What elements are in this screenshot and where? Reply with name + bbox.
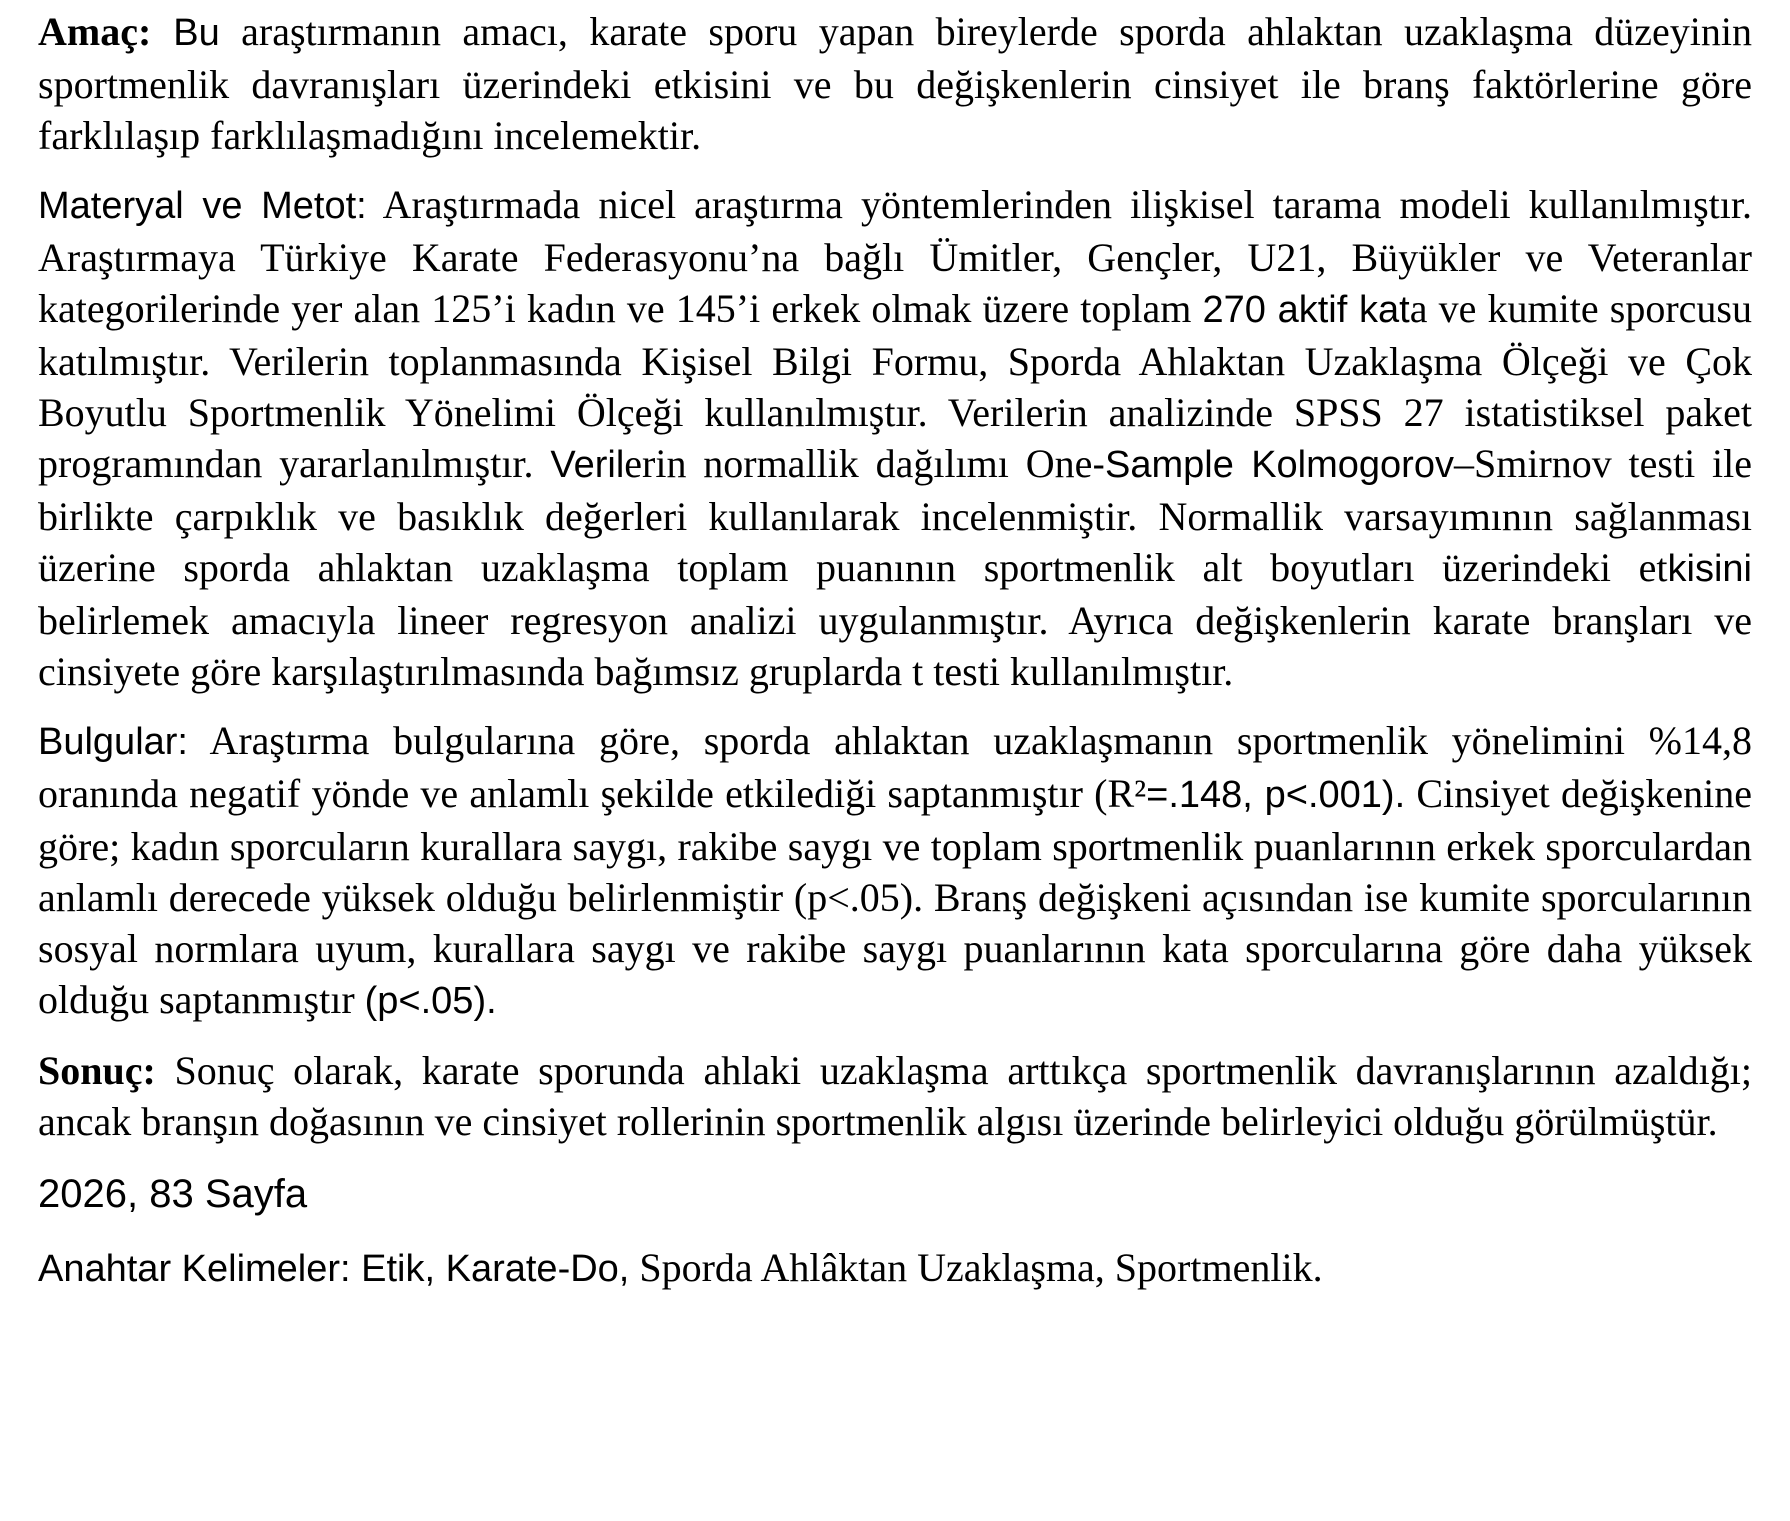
method-sans-3: -Sample Kolmogorov <box>1092 444 1454 486</box>
method-sans-2: Veril <box>550 444 625 486</box>
purpose-text: araştırmanın amacı, karate sporu yapan bireylerde sporda ahlaktan uzaklaşma düzeyinin sportmenlik davranışları üzerindeki etkisini ve bu değişkenlerin cinsiyet ile branş faktörlerine göre farklılaşıp farklılaşmadığını incelemektir. <box>38 9 1752 158</box>
abstract-findings <box>38 715 1752 1027</box>
abstract-purpose <box>38 6 1752 161</box>
method-text-1: Araştırmada nicel araştırma yöntemlerinden ilişkisel tarama modeli kullanılmıştır. Araştırmaya Türkiye Karate Federasyonu’na bağlı Ümitler, Gençler, U21, Büyükler ve Veteranlar kategorilerinde yer alan 125’i kadın ve 145’i erkek olmak üzere toplam <box>38 182 1753 331</box>
findings-sans-1: =.148, p<.001). <box>1146 774 1406 816</box>
abstract-conclusion <box>38 1045 1752 1147</box>
purpose-label: Amaç: <box>38 9 152 54</box>
keywords-label: Anahtar Kelimeler: Etik, Karate-Do, <box>38 1248 630 1290</box>
method-text-3: erin normallik dağılımı One <box>624 441 1093 486</box>
method-text-4: –Smirnov testi ile birlikte çarpıklık ve basıklık değerleri kullanılarak incelenmiştir. Normallik varsayımının sağlanması üzerine sporda ahlaktan uzaklaşma toplam puanının sportmenlik alt boyutları üzerindeki et <box>38 441 1752 590</box>
method-label: Materyal ve Metot: <box>38 185 367 227</box>
method-text-5: belirlemek amacıyla lineer regresyon analizi uygulanmıştır. Ayrıca değişkenlerin karate branşları ve cinsiyete göre karşılaştırılmasında bağımsız gruplarda t testi kullanılmıştır. <box>38 598 1752 694</box>
keywords-text: Sporda Ahlâktan Uzaklaşma, Sportmenlik. <box>629 1245 1323 1290</box>
findings-sans-2: (p<.05). <box>364 980 497 1022</box>
year-page-count: 2026, 83 Sayfa <box>38 1172 308 1216</box>
method-sans-4: kisini <box>1667 548 1752 590</box>
conclusion-text: Sonuç olarak, karate sporunda ahlaki uzaklaşma arttıkça sportmenlik davranışlarının azaldığı; ancak branşın doğasının ve cinsiyet rollerinin sportmenlik algısı üzerinde belirleyici olduğu görülmüştür. <box>38 1048 1752 1144</box>
purpose-lead: Bu <box>151 12 220 54</box>
abstract-page <box>38 6 1752 1295</box>
findings-text-1: Araştırma bulgularına göre, sporda ahlaktan uzaklaşmanın sportmenlik yönelimini %14,8 oranında negatif yönde ve anlamlı şekilde etkilediği saptanmıştır (R² <box>38 718 1752 816</box>
method-sans-1: 270 aktif kat <box>1202 289 1410 331</box>
keywords-line <box>38 1242 1752 1295</box>
abstract-method <box>38 179 1752 697</box>
method-text-2: a ve kumite sporcusu katılmıştır. Verilerin toplanmasında Kişisel Bilgi Formu, Sporda Ahlaktan Uzaklaşma Ölçeği ve Çok Boyutlu Sportmenlik Yönelimi Ölçeği kullanılmıştır. Verilerin analizinde SPSS 27 istatistiksel paket programından yararlanılmıştır. <box>38 286 1752 486</box>
findings-text-2: Cinsiyet değişkenine göre; kadın sporcuların kurallara saygı, rakibe saygı ve toplam sportmenlik puanlarının erkek sporculardan anlamlı derecede yüksek olduğu belirlenmiştir (p<.05). Branş değişkeni açısından ise kumite sporcularının sosyal normlara uyum, kurallara saygı ve rakibe saygı puanlarının kata sporcularına göre daha yüksek olduğu saptanmıştır <box>38 771 1752 1022</box>
conclusion-label: Sonuç: <box>38 1048 156 1093</box>
findings-label: Bulgular: <box>38 721 188 763</box>
